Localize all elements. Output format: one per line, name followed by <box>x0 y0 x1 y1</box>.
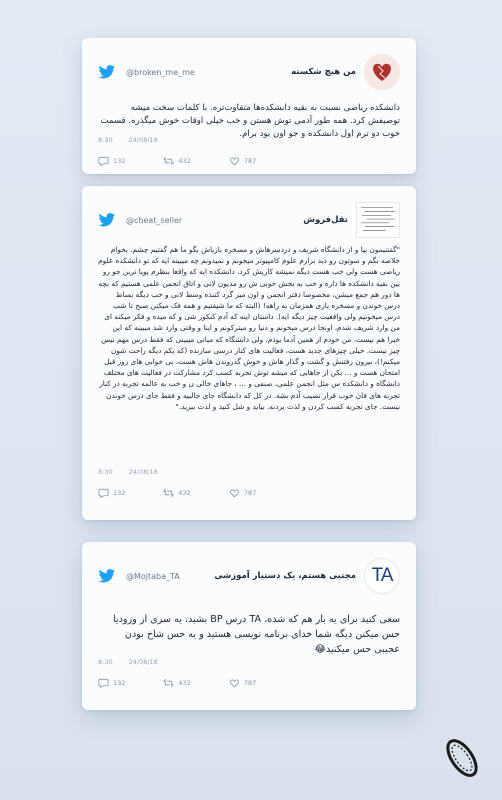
like-count: 787 <box>243 489 257 497</box>
tweet-card-3[interactable] <box>82 542 416 710</box>
retweet-count: 432 <box>178 679 191 687</box>
reply-button[interactable] <box>98 678 125 688</box>
tweet-actions <box>98 488 294 498</box>
tweet-author-name[interactable]: تقل‌فروش <box>303 215 348 225</box>
retweet-icon <box>163 156 174 166</box>
tweet-card-2[interactable] <box>82 186 416 520</box>
heart-icon <box>229 156 240 166</box>
heart-icon <box>229 678 240 688</box>
tweet-date: 24/08/18 <box>128 658 158 666</box>
tweet-time: 8:30 <box>98 468 113 476</box>
heart-icon <box>229 488 240 498</box>
reply-icon <box>98 156 109 166</box>
reply-button[interactable] <box>98 156 125 166</box>
tweet-handle[interactable]: @cheat_seller <box>126 215 183 225</box>
retweet-button[interactable] <box>163 678 190 688</box>
tweet-card-1[interactable] <box>82 38 416 174</box>
reply-icon <box>98 678 109 688</box>
like-button[interactable] <box>229 156 256 166</box>
tweet-date: 24/08/18 <box>128 468 158 476</box>
retweet-count: 432 <box>178 157 191 165</box>
tweet-header <box>98 556 400 596</box>
reply-count: 132 <box>113 157 126 165</box>
tweet-meta <box>98 136 158 144</box>
like-button[interactable] <box>229 678 256 688</box>
like-button[interactable] <box>229 488 256 498</box>
ta-avatar-icon[interactable] <box>364 558 400 594</box>
tweet-header <box>98 52 400 92</box>
twitter-bird-icon[interactable] <box>98 65 116 79</box>
heart-avatar-icon[interactable] <box>364 54 400 90</box>
tweet-handle[interactable]: @broken_me_me <box>126 67 195 77</box>
tweet-handle[interactable]: @Mojtaba_TA <box>126 571 180 581</box>
retweet-icon <box>163 678 174 688</box>
tweet-text: دانشکده ریاضی نسبت به بقیه دانشکده‌ها متفاوت‌تره. با کلمات سخت میشه توصیفش کرد. همه طور آدمی توش هستن و خب خیلی اوقات خوش میگذره. قسمت خوب دو ترم اول دانشکده و جو اون بود برام. <box>100 103 400 139</box>
tweet-text: "گفتنیمون بیا و از دانشگاه شریف و دردسرهاش و مسخره بازیاش بگو ما هم گفتیم چشم. بخوام خلاصه بگم و سوتون رو دید بزارم علوم کامپیوتر میخونم و نمیدونم چه میبینه ایه که تو دانشکده علوم ریاضی هست ولی خب هست دیگه نمیشه کاریش کرد. دانشکده ایه که واقعا بنظرم پویا ترین جو رو بین بقیه دانشکده ها داره و خب به بخش خوبی ش رو مدیون لانی و اتاق انجمن علمی هستیم که بچه ها دور هم جمع میشن، مخصوصا دفتر انجمن و اون میز گرد کننده وسط لانی و خب دیگه بساط درس خوندن و مسخره بازی همزمان به راهه! (البته که ما شیفتیم و همه فک میکنن صبح تا شب درس میخونیم ولی واقعیت چیز دیگه ایه). داستان اینه که آدم کنکور شی و که میده و فکر میکنه ای من وارد شریف شدم، اونجا درس میخونم و دنیا رو میترکونم و اینا و وقتی وارد شد میبینه که این خبرا هم نیست، من خودم از همین آدما بودم، ولی دانشگاه که مبانی میبینی که فقط درس مهم نیس چیز نیست. خیلی چیزهای جدید هست، فعالیت های کنار درسی سازنده (که بکم دیگه راحت شون میکنم!)، بیرون رفتنش و گشت و گذار هاش و خوش گذروندن هاش هست، بی خوابی های روز قبل امتحان هست و ... بکن از جاهایی که میشه توش تجربه کسب کرد مشارکت در فعالیت های مختلف دانشگاه و دانشکده س مثل انجمن علمی، صنفی و ... ، جاهای خالی ن و خب به عالمه تجربه در کنار تجربه های فان خوب قرار نصیب آدم بشه. در کل که دانشگاه جای جالبیه و فقط جای درس خوندن نیست. جای تجربه کسب کردن و لذت بردنه. بیاید و شل کنید و لذت ببرید." <box>98 245 400 411</box>
channel-logo-icon <box>440 733 484 783</box>
twitter-bird-icon[interactable] <box>98 569 116 583</box>
tweet-actions <box>98 156 294 166</box>
like-count: 787 <box>243 679 257 687</box>
tweet-meta <box>98 468 158 476</box>
tweet-date: 24/08/18 <box>128 136 158 144</box>
retweet-button[interactable] <box>163 488 190 498</box>
reply-button[interactable] <box>98 488 125 498</box>
tweet-header <box>98 200 400 240</box>
reply-icon <box>98 488 109 498</box>
twitter-bird-icon[interactable] <box>98 213 116 227</box>
reply-count: 132 <box>113 489 126 497</box>
tweet-actions <box>98 678 294 688</box>
retweet-icon <box>163 488 174 498</box>
reply-count: 132 <box>113 679 126 687</box>
tweet-time: 8:30 <box>98 136 113 144</box>
tweet-author-name[interactable]: مجتبی هستم، یک دستیار آموزشی <box>214 571 356 581</box>
avatar-text: TA <box>371 565 393 586</box>
tweet-meta <box>98 658 158 666</box>
retweet-count: 432 <box>178 489 191 497</box>
tweet-text: سعی کنید برای یه بار هم که شده، TA درس BP بشید، یه سری از ورودیا حس میکنن دیگه شما خدای برنامه نویسی هستید و یه حس شاخ بودن عجیبی حس میکنید😂 <box>113 614 400 655</box>
document-avatar-icon[interactable] <box>356 202 400 238</box>
retweet-button[interactable] <box>163 156 190 166</box>
tweet-author-name[interactable]: من هیچ شکسته <box>291 67 356 77</box>
like-count: 787 <box>243 157 257 165</box>
tweet-time: 8:30 <box>98 658 113 666</box>
